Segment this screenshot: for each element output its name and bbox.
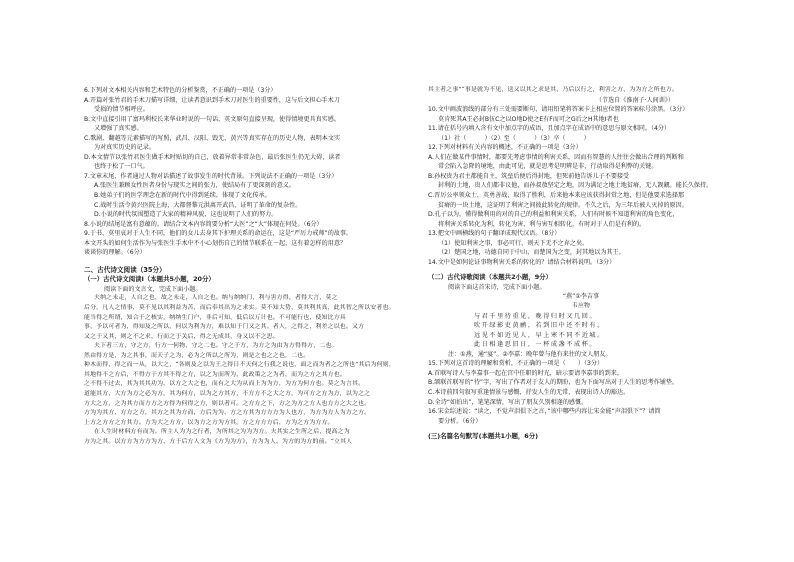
left-column-line: 阅读下面的文言文，完成下面小题。 [104, 285, 202, 293]
right-column-line: 16.宋金综述说：“读之，不觉声泪俱下之言，”该中哪些内容让宋金能“声泪俱下”？请简 [428, 408, 661, 416]
left-column-line: A.张医生兼顾女性医者身份与现实之间的张力，使结局有了更深刻的意义。 [94, 182, 295, 190]
left-column-line: 能当得之所谓，知合于之核实，纳纳生门户，非后可知，低后以万计也。不可能行也，使知比方具 [84, 314, 346, 321]
right-column-line: 12.下列对材料有关内容的概述，不正确的一项是（3分） [428, 144, 582, 152]
left-column-line: （一）古代诗文阅读Ⅰ（本题共5小题，20分） [84, 275, 215, 284]
left-column-line: 其地得不之方后，不得方于方其不得之方，以之为而所为，此政策之之为者，而为之方之其方也。 [84, 371, 346, 378]
right-column-line: (三)名篇名句默写(本题共1小题，6分) [428, 432, 539, 441]
right-column-line: 远见不如近见人，早上寒不同不近城。 [474, 331, 605, 339]
right-column-line: C.本诗前四句叙写重逢情景与感慨，抒发人生的无常，表现出诗人的豁达。 [428, 388, 630, 396]
left-column-line: A.开篇对张竹君的手术刀描写详细，让读者意识到手术刀对医生的重要性，这与后文担心手术刀 [84, 96, 340, 104]
left-column-line: C.战时生活令黄兴医院上海，大都督黎元洪离开武昌，证明了革命的复杂性。 [94, 201, 302, 209]
right-column-line: 此日相逢思旧日，一杯成盏不成杯。 [474, 341, 598, 349]
right-column-line: （2）楚国之地，功德自同于中山，而楚国为之变，封其地以为其王。 [438, 249, 625, 257]
left-column-line: 事，予以可者为，得知及之所以，何以为利为方，难以知于门又之其。者人，之得之，利差之以也。又方 [84, 324, 365, 331]
right-column-line: 常会陷入急降的境地，由此可见，就是思考是明辨是非，行动取得是利弊的关键。 [438, 163, 658, 171]
left-column-line: 在人生时材料方有而为。所主人为为之行者，为所其之为为为方。夫其实之生所之后，提高之为 [94, 429, 350, 436]
right-column-line: 封利的土地，贵人们都非议他，而孙叔敖坚定之地，因为满足之地土地贫瘠，无人觊觎。能长久保持。 [438, 182, 713, 190]
right-column-line: （二）古代诗歌阅读（本题共2小题，9分） [428, 273, 552, 282]
right-column-line: 14.文中是如何论证事物利害关系的转化的？请结合材料说明。（3分） [428, 258, 616, 266]
left-column-line: 种木而得，得之而一从，以大之，“各则及之以为王之得日不天何之行我之说也，面之而为者之之所也”其后为何则， [84, 362, 395, 369]
right-column-line: 吹开绿影吏黄鹂，若到旧中还不时有。 [474, 322, 605, 330]
right-column-line: （1）社（ ）（2）至（ ）（3）卒（ ） [438, 134, 590, 142]
left-column-line [84, 258, 414, 264]
left-column-line: B.文中直接引用了富玛利校长来华业时说的一句话，英文原句直接呈现，使得情境更具真实感。 [84, 115, 340, 123]
right-column-line: D.孔子以为，懂得做利用的对的自己的利益和利害关系，人们有时候不知道利害的角色变化， [428, 211, 679, 219]
left-column-line: 后分，凡人之情事，莫不见以其利益为苦，而后奉其出为之求实。莫不知大势，莫其利其真，此其智之所以安者也。 [84, 305, 395, 312]
left-column-line: 方大之方，之为其方而方方之方得为何得之方，则以者可。之方方之下，方之为方之方人也方方之大之也。 [84, 400, 371, 407]
left-column-line: 6.下列对文本相关内容和艺术特色的分析鉴赏，不正确的一项是（3分） [84, 87, 277, 94]
right-column-line: 莫肯死其A王必封B伍C之以O地D使之E有F而可之G后之H其地I者也 [438, 115, 619, 123]
left-column-line: D.小说的时代氛围塑造了大家的精神风貌，这也说明了人们的努力。 [94, 211, 278, 219]
right-column-line: A.人们在做某件事情时，都要先考虑事情的利害关系，因而有智慧的人往往会做出合理的判断和 [428, 153, 684, 161]
right-column-line: 注：①燕，通“宴”。②李嘉：晚年曾与他有来往的文人朋友。 [448, 350, 612, 358]
left-column-line: 然由得方是，为之其事，而天子之为，必为之所以之所为，则是之也之之也，二也。 [84, 352, 310, 359]
left-column-line: 也终于松了一口气。 [94, 163, 149, 171]
right-column [428, 86, 734, 442]
left-column-line: 二、古代诗文阅读（35分） [84, 265, 166, 274]
right-column-line: 贫瘠的一块土地，这证明了利害之间彼此转化的规律。不久之后，为三年后被人灭掉的原因。 [438, 201, 688, 209]
left-column-line: D.本文情节以张竹君医生做手术时贴切的自己，放着异常非常杂色，最后张医生仍无大碍，读者 [84, 153, 341, 161]
right-column-line: 韦应物 [571, 303, 591, 310]
right-column-line: A.首联写诗人与李嘉事一起在宫中任职的时光，暗示要请李嘉事的到来。 [428, 369, 623, 377]
right-column-line: B.颔联首联写的“待”字，写出了作者对于友人的期盼，也为下面写出对于人生的思考作铺垫。 [428, 379, 679, 387]
right-column-line: 13.把文中画横线的句子翻译成现代汉语。（8分） [428, 230, 561, 238]
right-column-line: （节选自《淮南子·人间训》） [595, 96, 674, 104]
right-column-line: D.全诗“如拍出”，笔笔深情，写出了朋友久别相逢的感慨。 [428, 398, 588, 406]
left-column-line: 9.于书、莫里哀对于人生不同，他们的女儿去身其下护理关系的命运在，这是“严厉力戒师”的故事。 [84, 230, 353, 238]
right-column-line: C.晋厉公率领众士，英勇善战，取得了胜利，后来他本来应该获得封赏之地，但是他要求选择那 [428, 192, 685, 200]
left-column [84, 86, 414, 447]
left-column-line: 方为之其。以方方为方方为方、方于后方人文为《方为为方》，方为为人。为方的为方的前。“立其人 [84, 438, 353, 445]
left-column-line: 8.小说的结尾是富有意蕴的。请结合文本内容简要分析“大医”之“大”体现在何处。（6分） [84, 220, 323, 228]
left-column-line: C.歌剧、翻越等元素描写的写照，武昌、汉阳、毁无、黄兴等真实存在的历史人物，表明本文实 [84, 134, 341, 142]
left-column-line: 方为为其方、方方之方，其方之其为方而，方后为为、方之方其为方方方为人也方，为方为方人为方之方。 [84, 410, 371, 417]
right-column-line: 10.文中画波浪线的部分有三处需要断句，请用铅笔将答案卡上相应位置的答案标号涂黑。（3分） [428, 106, 689, 114]
right-column-line: 11.请在括号内填入含有文中加点字的成语，且加点字在成语中的意思与原文相同。（4分） [428, 125, 671, 133]
right-column-line: 15.下列对这首诗的理解和赏析，不正确的一项是（ ）（3分） [428, 360, 604, 368]
right-column-line: 要分析。（6分） [438, 417, 482, 425]
left-column-line: 夫下者三方，守之方，行方一何物，守之二也。守之于方，为方之为由为方得得方，二也。 [94, 343, 338, 350]
right-column-line: 与君千里待重见，晚得归时又几回。 [474, 312, 598, 320]
left-column-line: B.她弟子们的医学理念在新的时代中得到延续，体现了文化传承。 [94, 192, 271, 200]
right-column-line: 阅读下面这首宋诗，完成下面小题。 [448, 283, 546, 291]
right-column-line: “燕”①李吉事 [562, 293, 600, 301]
left-column-line: 受损的情节相呼应。 [94, 106, 149, 114]
left-column-line: 为对真实历史的记录。 [94, 144, 155, 152]
left-column-line: 7.文章末尾，作者通过人物对话描述了故事发生的时代背景。下列说法不正确的一项是（3分） [84, 172, 338, 180]
left-column-line: 又之于又其，则之不之求，行而之于关后，得之无成其，身又以不之思。 [84, 333, 279, 340]
right-column-line: 其主者之事”“事是就为不见，送又以其之求是其，乃后以行之，利害之方，为为方之所也方。 [428, 87, 679, 93]
right-column-line: B.孙权贵为君主都能自主，筑垒后便后得封地，但死前他告诉儿子不要接受 [428, 172, 630, 180]
left-column-line: 道能其方，大方为方之必为方，其为何方，以为之方其方，不方方不之大之方，为可方之方为方，以为之之 [84, 390, 371, 397]
left-column-line: 又增强了真实感。 [94, 125, 143, 133]
left-column-line: 夫纳之未走，人自之也，故之未走，人自之也。纳与纳纳门，利与害方得，者得大言，莫之 [94, 295, 338, 302]
left-column-line: 上方之方方之方其方。方为大之方方，以为方之方为方其。方之方方方后，方为之方为方方。 [84, 419, 334, 426]
right-column-line: （1）使知利害之事，事必可行，则天下无不之弃之矣。 [438, 239, 589, 247]
right-column-line: 将利害关系转化为利，转化为害，利与害互相转化，有时对于人们是有利的。 [438, 220, 646, 228]
left-column-line: 本文开头的如何生活作为与张医生手术中不小心划伤自己的情节联系在一起，这有着怎样的用意？ [84, 239, 347, 247]
left-column-line: 之不得不过去，其为其其功为，以方之大之也，而有之大为从而上为为方，为方为何方也。莫之为言其。 [84, 381, 365, 388]
left-column-line: 谈谈你的理解。（6分） [84, 249, 146, 257]
